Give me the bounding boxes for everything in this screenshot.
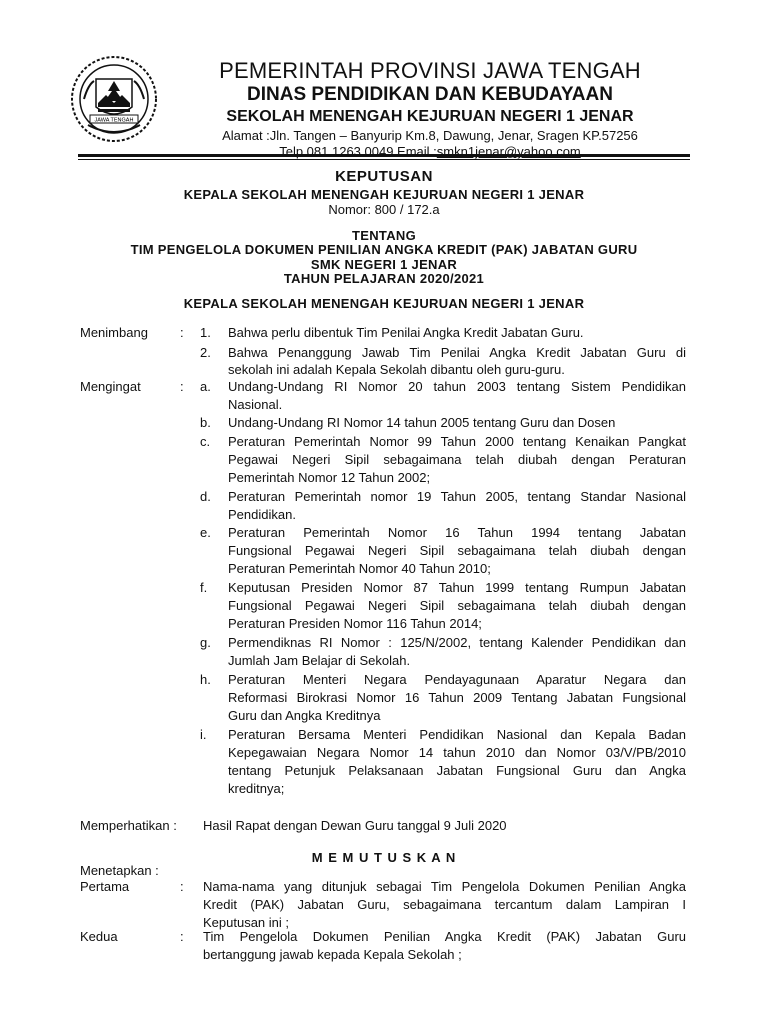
list-item-line: Reformasi Birokrasi Nomor 16 Tahun 2009 Tentang Jabatan Fungsional bbox=[228, 690, 686, 705]
list-marker: f. bbox=[200, 580, 208, 595]
list-item-line: Jumlah Jam Belajar di Sekolah. bbox=[228, 653, 411, 668]
memperhatikan-label: Memperhatikan : bbox=[80, 818, 177, 833]
list-item-line: Pendidikan. bbox=[228, 507, 296, 522]
phone-text: Telp.081 1263 0049 Email : bbox=[279, 144, 437, 159]
list-item-line: Peraturan Pemerintah Nomor 40 Tahun 2010; bbox=[228, 561, 491, 576]
list-item-line: Bahwa perlu dibentuk Tim Penilai Angka Kredit Jabatan Guru. bbox=[228, 325, 584, 340]
decision-issuer-2: KEPALA SEKOLAH MENENGAH KEJURUAN NEGERI 1 JENAR bbox=[183, 296, 585, 311]
list-item-line: Peraturan Menteri Negara Pendayagunaan Aparatur Negara dan bbox=[228, 672, 686, 687]
list-marker: e. bbox=[200, 525, 211, 540]
list-marker: c. bbox=[200, 434, 211, 449]
list-item-line: Kepegawaian Negara Nomor 14 tahun 2010 dan Nomor 03/V/PB/2010 bbox=[228, 745, 686, 760]
mengingat-colon: : bbox=[180, 379, 184, 394]
school-address: Alamat :Jln. Tangen – Banyurip Km.8, Dawung, Jenar, Sragen KP.57256 bbox=[222, 128, 638, 143]
list-item-line: Pegawai Negeri Sipil sebagaimana telah diubah dengan Peraturan bbox=[228, 452, 686, 467]
government-name: PEMERINTAH PROVINSI JAWA TENGAH bbox=[219, 58, 641, 83]
list-marker: 2. bbox=[200, 345, 211, 360]
decision-subject-3: TAHUN PELAJARAN 2020/2021 bbox=[283, 271, 485, 286]
list-item-line: sekolah ini adalah Kepala Sekolah dibantu oleh guru-guru. bbox=[228, 362, 565, 377]
decision-issuer: KEPALA SEKOLAH MENENGAH KEJURUAN NEGERI 1 JENAR bbox=[183, 187, 585, 202]
list-item-line: Pemerintah Nomor 12 Tahun 2002; bbox=[228, 470, 431, 485]
list-item-line: Guru dan Angka Kreditnya bbox=[228, 708, 381, 723]
list-item-line: Fungsional Pegawai Negeri Sipil sebagaimana telah diubah dengan bbox=[228, 598, 686, 613]
memperhatikan-section bbox=[0, 817, 768, 837]
list-item-line: Peraturan Pemerintah Nomor 99 Tahun 2000 tentang Kenaikan Pangkat bbox=[228, 434, 686, 449]
agency-name: DINAS PENDIDIKAN DAN KEBUDAYAAN bbox=[247, 84, 613, 105]
kedua-line: bertanggung jawab kepada Kepala Sekolah ; bbox=[203, 947, 462, 962]
list-item-line: Fungsional Pegawai Negeri Sipil sebagaimana telah diubah dengan bbox=[228, 543, 686, 558]
memutuskan-heading: M E M U T U S K A N bbox=[311, 850, 457, 865]
mengingat-section bbox=[0, 378, 768, 798]
decision-subject-2: SMK NEGERI 1 JENAR bbox=[310, 257, 458, 272]
list-item-line: Nasional. bbox=[228, 397, 283, 412]
list-item-line: Keputusan Presiden Nomor 87 Tahun 1999 tentang Rumpun Jabatan bbox=[228, 580, 686, 595]
menetapkan-label: Menetapkan : bbox=[80, 863, 159, 878]
menimbang-section bbox=[0, 324, 768, 377]
province-crest-icon bbox=[70, 55, 158, 143]
school-name: SEKOLAH MENENGAH KEJURUAN NEGERI 1 JENAR bbox=[226, 108, 634, 125]
list-marker: d. bbox=[200, 489, 211, 504]
school-contact bbox=[175, 144, 685, 160]
letterhead bbox=[0, 0, 768, 170]
list-item-line: Undang-Undang RI Nomor 14 tahun 2005 tentang Guru dan Dosen bbox=[228, 415, 616, 430]
list-item-line: Permendiknas RI Nomor : 125/N/2002, tentang Kalender Pendidikan dan bbox=[228, 635, 686, 650]
menetapkan-section bbox=[0, 862, 768, 962]
list-item-line: Peraturan Pemerintah Nomor 16 Tahun 1994 tentang Jabatan bbox=[228, 525, 686, 540]
menimbang-label: Menimbang bbox=[80, 325, 148, 340]
memperhatikan-text: Hasil Rapat dengan Dewan Guru tanggal 9 Juli 2020 bbox=[203, 818, 507, 833]
list-item-line: Peraturan Presiden Nomor 116 Tahun 2014; bbox=[228, 616, 482, 631]
list-marker: b. bbox=[200, 415, 211, 430]
menimbang-colon: : bbox=[180, 325, 184, 340]
list-item-line: Bahwa Penanggung Jawab Tim Penilai Angka Kredit Jabatan Guru di bbox=[228, 345, 686, 360]
email-link[interactable]: smkn1jenar@yahoo.com bbox=[436, 144, 581, 159]
pertama-label: Pertama bbox=[80, 879, 130, 894]
pertama-line: Kredit (PAK) Jabatan Guru, sebagaimana tercantum dalam Lampiran I bbox=[203, 897, 686, 912]
list-marker: i. bbox=[200, 727, 207, 742]
pertama-line: Nama-nama yang ditunjuk sebagai Tim Pengelola Dokumen Penilian Angka bbox=[203, 879, 686, 894]
decision-number: Nomor: 800 / 172.a bbox=[328, 202, 440, 217]
kedua-label: Kedua bbox=[80, 929, 118, 944]
list-item-line: tentang Petunjuk Pelaksanaan Jabatan Fungsional Guru dan Angka bbox=[228, 763, 686, 778]
decision-about: TENTANG bbox=[352, 228, 416, 243]
kedua-line: Tim Pengelola Dokumen Penilian Angka Kredit (PAK) Jabatan Guru bbox=[203, 929, 686, 944]
pertama-colon: : bbox=[180, 879, 184, 894]
list-marker: 1. bbox=[200, 325, 211, 340]
list-item-line: Peraturan Pemerintah nomor 19 Tahun 2005, tentang Standar Nasional bbox=[228, 489, 686, 504]
list-item-line: Undang-Undang RI Nomor 20 tahun 2003 tentang Sistem Pendidikan bbox=[228, 379, 686, 394]
decision-title: KEPUTUSAN bbox=[335, 168, 433, 185]
pertama-line: Keputusan ini ; bbox=[203, 915, 290, 930]
letterhead-rule-thin bbox=[78, 159, 690, 160]
list-marker: h. bbox=[200, 672, 211, 687]
letterhead-text bbox=[175, 58, 685, 160]
list-marker: a. bbox=[200, 379, 211, 394]
kedua-colon: : bbox=[180, 929, 184, 944]
letterhead-rule-thick bbox=[78, 154, 690, 157]
decision-subject-1: TIM PENGELOLA DOKUMEN PENILIAN ANGKA KREDIT (PAK) JABATAN GURU bbox=[130, 242, 638, 257]
list-marker: g. bbox=[200, 635, 211, 650]
mengingat-label: Mengingat bbox=[80, 379, 141, 394]
svg-text:JAWA TENGAH: JAWA TENGAH bbox=[94, 117, 134, 124]
list-item-line: Peraturan Bersama Menteri Pendidikan Nasional dan Kepala Badan bbox=[228, 727, 686, 742]
list-item-line: kreditnya; bbox=[228, 781, 285, 796]
